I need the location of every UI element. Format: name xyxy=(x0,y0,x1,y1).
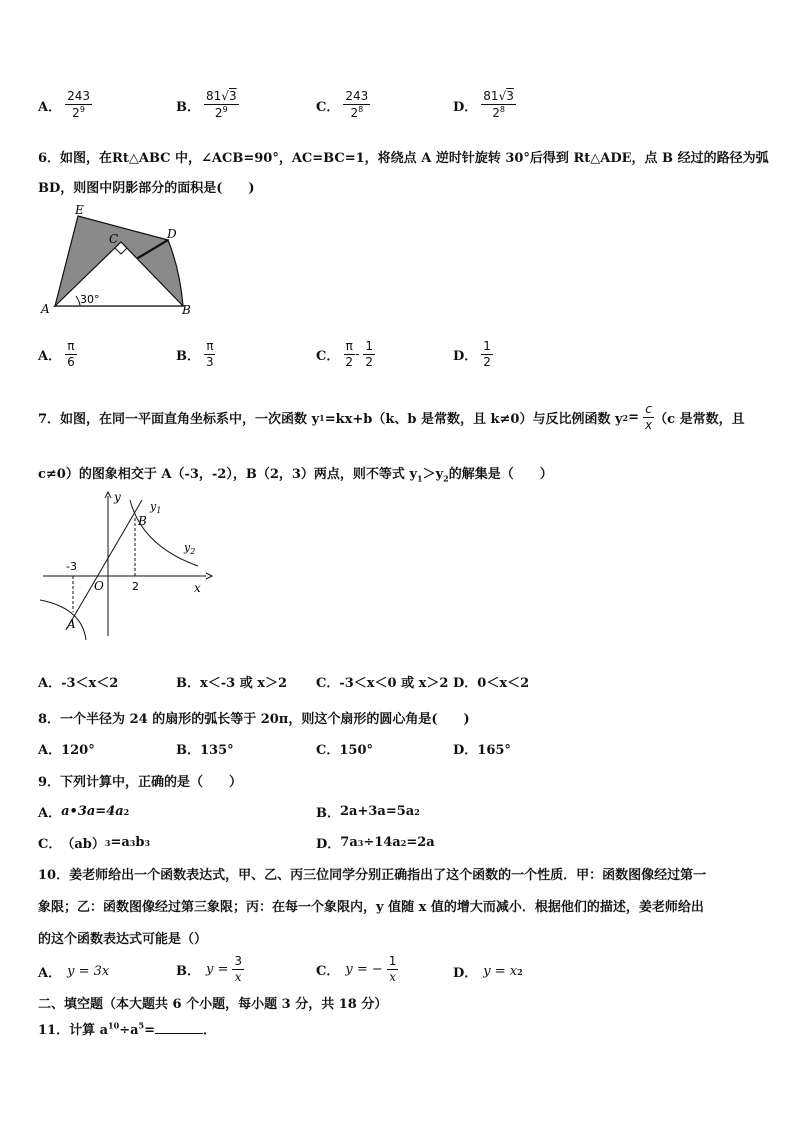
q9-option-a: A． a•3a=4a 2 xyxy=(38,804,130,821)
q8-stem: 8．一个半径为 24 的扇形的弧长等于 20π，则这个扇形的圆心角是( ) xyxy=(38,712,470,727)
q8-option-c: C．150° xyxy=(316,743,373,758)
q9-option-c: C． （ab） 3 =a 3 b 3 xyxy=(38,835,151,852)
label-d: D xyxy=(167,227,177,241)
label-a: A xyxy=(41,302,50,316)
q5-option-c: C． $\frac{243}{2^8}$ xyxy=(316,89,369,121)
sqrt-icon: √ xyxy=(221,89,229,103)
q8-option-b: B．135° xyxy=(176,743,234,758)
x-axis-arrow-icon xyxy=(206,573,212,579)
q6-stem-line2: BD，则图中阴影部分的面积是( ) xyxy=(38,181,255,196)
q9-option-d: D． 7a 3 ÷14a 2 =2a xyxy=(316,835,435,852)
q6-option-b: B． $\frac{\pi}{3}$ xyxy=(176,339,214,370)
q7-option-d: D．0＜x＜2 xyxy=(453,676,530,691)
tick-2: 2 xyxy=(132,580,139,593)
answer-blank xyxy=(155,1023,203,1034)
q7-stem-line2: c≠0）的图象相交于 A（-3，-2），B（2，3）两点，则不等式 $y_1>y_2$的解集是（ ） xyxy=(38,467,553,484)
tick-neg3: -3 xyxy=(66,560,77,573)
q10-stem-line3: 的这个函数表达式可能是（） xyxy=(38,932,208,947)
section-heading: 二、填空题（本大题共 6 个小题，每小题 3 分，共 18 分） xyxy=(38,997,388,1012)
angle-label: 30° xyxy=(80,293,100,306)
line-y1 xyxy=(66,500,142,630)
hyperbola-branch-q3 xyxy=(40,600,86,640)
q6-option-a: A． $\frac{\pi}{6}$ xyxy=(38,339,75,370)
q7-option-b: B．x＜-3 或 x＞2 xyxy=(176,676,288,691)
q6-option-d: D． $\frac{1}{2}$ xyxy=(453,339,491,370)
label-b: B xyxy=(182,303,191,317)
q9-option-b: B． 2a+3a=5a 2 xyxy=(316,804,420,821)
q5-option-d: D． $\frac{81√3}{2^8}$ xyxy=(453,89,514,121)
origin-label: O xyxy=(94,579,104,593)
q9-stem: 9．下列计算中，正确的是（ ） xyxy=(38,775,243,790)
q6-stem-line1: 6．如图，在Rt△ABC 中，∠ACB=90°，AC=BC=1，将绕点 A 逆时针旋转 30°后得到 Rt△ADE，点 B 经过的路径为弧 xyxy=(38,151,769,166)
hyperbola-branch-q1 xyxy=(130,500,198,566)
q8-option-d: D．165° xyxy=(453,743,511,758)
q5-option-b: B． $\frac{81√3}{2^9}$ xyxy=(176,89,237,121)
label-c: C xyxy=(109,232,119,246)
curve-label-y1: $y_1$ xyxy=(150,500,162,515)
q10-option-a: A． y = 3x xyxy=(38,964,110,981)
q6-option-c: C． $\frac{\pi}{2}$ - $\frac{1}{2}$ xyxy=(316,339,374,370)
q7-option-a: A．-3＜x＜2 xyxy=(38,676,119,691)
x-axis-label: x xyxy=(194,581,201,595)
label-e: E xyxy=(75,203,84,217)
curve-label-y2: $y_2$ xyxy=(184,541,196,556)
q10-option-c: C． y = − $\frac{1}{x}$ xyxy=(316,954,397,985)
fraction: $\frac{81√3}{2^9}$ xyxy=(206,89,237,121)
q7-graph xyxy=(38,490,218,640)
point-a-label: A xyxy=(67,617,76,631)
q11-stem: 11．计算 $a^{10}\div a^5=$ ． xyxy=(38,1020,217,1038)
q10-option-d: D． y = x 2 xyxy=(453,964,523,981)
sqrt-icon: √ xyxy=(498,89,507,103)
fraction: $\frac{81√3}{2^8}$ xyxy=(483,89,514,121)
q7-option-c: C．-3＜x＜0 或 x＞2 xyxy=(316,676,449,691)
q10-stem-line1: 10．姜老师给出一个函数表达式，甲、乙、丙三位同学分别正确指出了这个函数的一个性质．甲：函数图像经过第一 xyxy=(38,868,707,883)
q10-stem-line2: 象限；乙：函数图像经过第三象限；丙：在每一个象限内，y 值随 x 值的增大而减小．根据他们的描述，姜老师给出 xyxy=(38,900,704,915)
q5-option-a: A． $\frac{243}{2^9}$ xyxy=(38,89,90,121)
q7-stem-line1: 7．如图，在同一平面直角坐标系中，一次函数 y 1 =kx+b（k、b 是常数，且 k≠0）与反比例函数 y 2 = $\frac{c}{x}$ （c 是常数，且 xyxy=(38,402,745,433)
point-b-label: B xyxy=(138,514,147,528)
y-axis-label: y xyxy=(114,490,121,504)
q8-option-a: A．120° xyxy=(38,743,95,758)
fraction: $\frac{243}{2^9}$ xyxy=(67,89,90,121)
q6-figure xyxy=(38,200,198,320)
q10-option-b: B． y = $\frac{3}{x}$ xyxy=(176,954,243,985)
fraction: $\frac{243}{2^8}$ xyxy=(345,89,369,121)
